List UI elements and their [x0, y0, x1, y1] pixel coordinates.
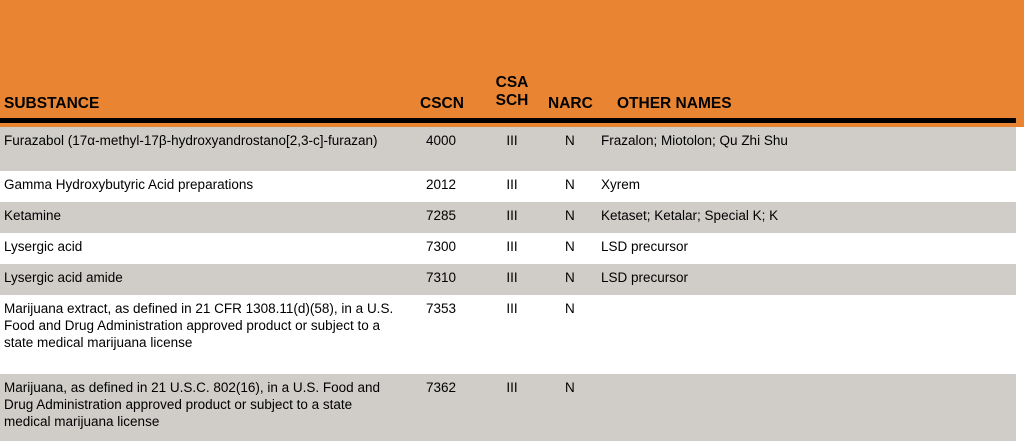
narc-cell: N	[565, 301, 575, 316]
other-names-cell: Xyrem	[601, 177, 641, 192]
substance-cell: Furazabol (17α-methyl-17β-hydroxyandrostano[2,3-c]-furazan)	[4, 133, 378, 148]
schedule-cell: III	[506, 239, 518, 254]
substance-cell: Lysergic acid	[4, 239, 83, 254]
column-header-substance: SUBSTANCE	[4, 95, 100, 112]
schedule-cell: III	[506, 208, 518, 223]
other-names-cell: Frazalon; Miotolon; Qu Zhi Shu	[601, 133, 788, 148]
table-row	[0, 202, 1016, 233]
substance-cell: Ketamine	[4, 208, 62, 223]
other-names-cell: Ketaset; Ketalar; Special K; K	[601, 208, 779, 223]
other-names-cell: LSD precursor	[601, 270, 689, 285]
narc-cell: N	[565, 270, 575, 285]
other-names-cell: LSD precursor	[601, 239, 689, 254]
column-header-csa-line1: CSA	[495, 74, 529, 91]
schedule-cell: III	[506, 301, 518, 316]
narc-cell: N	[565, 380, 575, 395]
schedule-cell: III	[506, 133, 518, 148]
cscn-cell: 7310	[426, 270, 457, 285]
narc-cell: N	[565, 177, 575, 192]
substance-cell: Gamma Hydroxybutyric Acid preparations	[4, 177, 254, 192]
column-header-narc: NARC	[548, 95, 593, 112]
narc-cell: N	[565, 239, 575, 254]
narc-cell: N	[565, 133, 575, 148]
substance-cell: Marijuana, as defined in 21 U.S.C. 802(16), in a U.S. Food and Drug Administration approved product or subject to a state medical marijuana license	[4, 380, 380, 429]
column-header-csa-sch	[484, 74, 540, 110]
cscn-cell: 2012	[426, 177, 457, 192]
table-row	[0, 127, 1016, 171]
cscn-cell: 4000	[426, 133, 457, 148]
table-row	[0, 295, 1016, 374]
substance-cell: Marijuana extract, as defined in 21 CFR 1308.11(d)(58), in a U.S. Food and Drug Administration approved product or subject to a state medical marijuana license	[4, 301, 394, 350]
table-row	[0, 264, 1016, 295]
column-header-other-names: OTHER NAMES	[617, 95, 732, 112]
header-rule	[0, 118, 1016, 123]
table-row	[0, 171, 1016, 202]
schedule-cell: III	[506, 177, 518, 192]
cscn-cell: 7285	[426, 208, 457, 223]
column-header-cscn: CSCN	[420, 95, 464, 112]
table-row	[0, 233, 1016, 264]
narc-cell: N	[565, 208, 575, 223]
schedule-cell: III	[506, 270, 518, 285]
substance-cell: Lysergic acid amide	[4, 270, 123, 285]
cscn-cell: 7362	[426, 380, 457, 395]
cscn-cell: 7300	[426, 239, 457, 254]
schedule-cell: III	[506, 380, 518, 395]
table-row	[0, 374, 1016, 441]
cscn-cell: 7353	[426, 301, 457, 316]
table-header-band	[0, 0, 1024, 127]
column-header-csa-line2: SCH	[495, 92, 529, 109]
